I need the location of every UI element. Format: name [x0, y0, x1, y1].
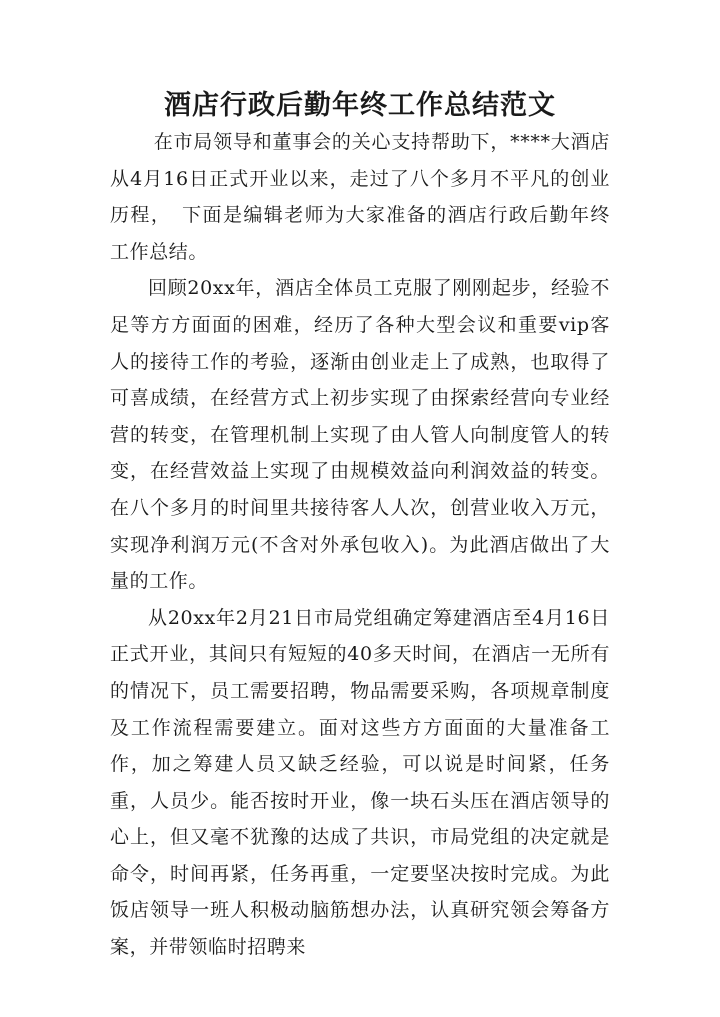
- paragraph-intro: 在市局领导和董事会的关心支持帮助下，****大酒店从4月16日正式开业以来，走过了八个多月不平凡的创业历程， 下面是编辑老师为大家准备的酒店行政后勤年终工作总结。: [110, 131, 610, 263]
- paragraph-preparation: 从20xx年2月21日市局党组确定筹建酒店至4月16日正式开业，其间只有短短的40多天时间，在酒店一无所有的情况下，员工需要招聘，物品需要采购，各项规章制度及工作流程需要建立。面对这些方方面面的大量准备工作，加之筹建人员又缺乏经验，可以说是时间紧，任务重，人员少。能否按时开业，像一块石头压在酒店领导的心上，但又毫不犹豫的达成了共识，市局党组的决定就是命令，时间再紧，任务再重，一定要坚决按时完成。为此饭店领导一班人积极动脑筋想办法，认真研究领会筹备方案，并带领临时招聘来: [110, 606, 610, 959]
- paragraph-review: 回顾20xx年，酒店全体员工克服了刚刚起步，经验不足等方方面面的困难，经历了各种大型会议和重要vip客人的接待工作的考验，逐渐由创业走上了成熟，也取得了可喜成绩，在经营方式上初步实现了由探索经营向专业经营的转变，在管理机制上实现了由人管人向制度管人的转变，在经营效益上实现了由规模效益向利润效益的转变。在八个多月的时间里共接待客人人次，创营业收入万元，实现净利润万元(不含对外承包收入)。为此酒店做出了大量的工作。: [110, 277, 610, 593]
- document-body: [110, 124, 610, 966]
- document-title: 酒店行政后勤年终工作总结范文: [164, 90, 556, 121]
